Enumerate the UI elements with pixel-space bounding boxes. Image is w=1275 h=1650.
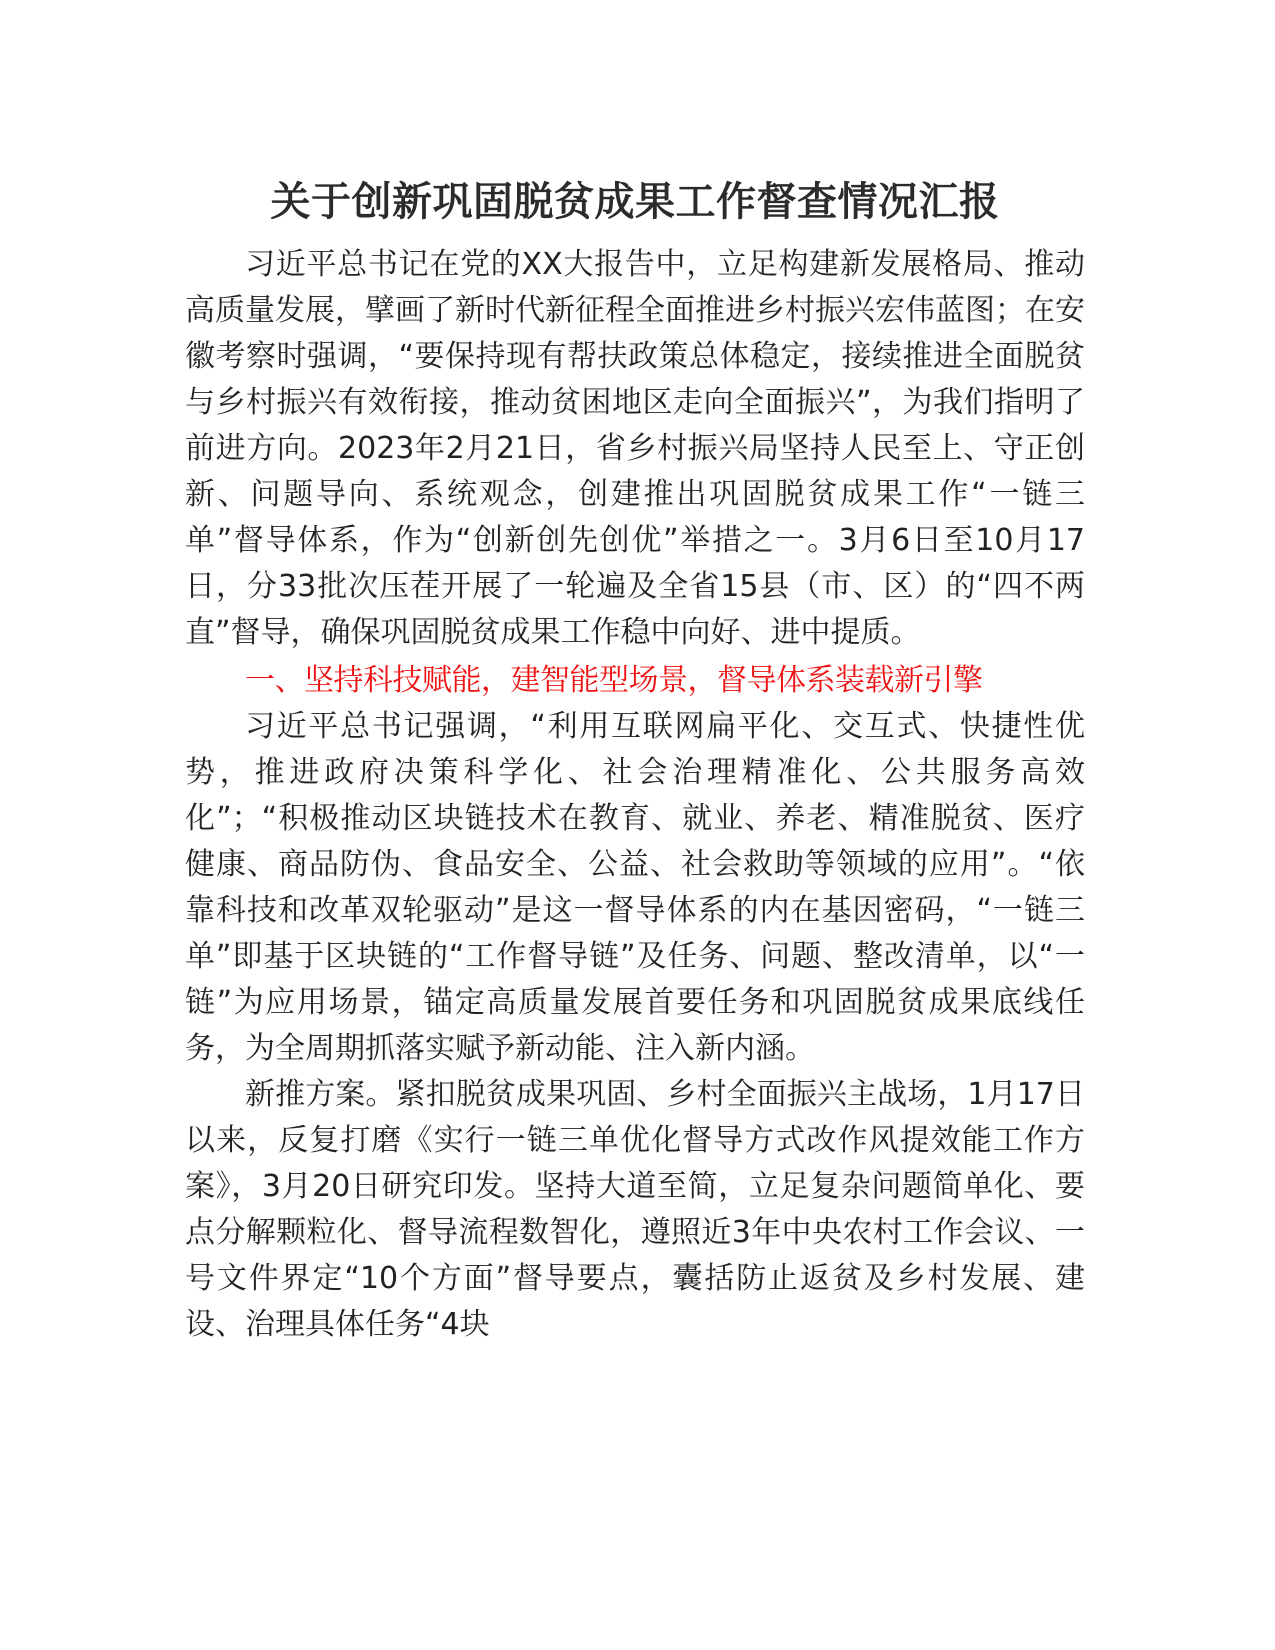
paragraph-intro: 习近平总书记在党的XX大报告中，立足构建新发展格局、推动高质量发展，擘画了新时代新征程全面推进乡村振兴宏伟蓝图；在安徽考察时强调，“要保持现有帮扶政策总体稳定，接续推进全面脱贫与乡村振兴有效衔接，推动贫困地区走向全面振兴”，为我们指明了前进方向。2023年2月21日，省乡村振兴局坚持人民至上、守正创新、问题导向、系统观念，创建推出巩固脱贫成果工作“一链三单”督导体系，作为“创新创先创优”举措之一。3月6日至10月17日，分33批次压茬开展了一轮遍及全省15县（市、区）的“四不两直”督导，确保巩固脱贫成果工作稳中向好、进中提质。 — [185, 247, 1085, 650]
paragraph-section-1: 习近平总书记强调，“利用互联网扁平化、交互式、快捷性优势，推进政府决策科学化、社会治理精准化、公共服务高效化”；“积极推动区块链技术在教育、就业、养老、精准脱贫、医疗健康、商品防伪、食品安全、公益、社会救助等领域的应用”。“依靠科技和改革双轮驱动”是这一督导体系的内在基因密码，“一链三单”即基于区块链的“工作督导链”及任务、问题、整改清单，以“一链”为应用场景，锚定高质量发展首要任务和巩固脱贫成果底线任务，为全周期抓落实赋予新动能、注入新内涵。 — [185, 709, 1085, 1066]
section-heading-1: 一、坚持科技赋能，建智能型场景，督导体系装载新引擎 — [245, 663, 983, 698]
paragraph-new-plan: 新推方案。紧扣脱贫成果巩固、乡村全面振兴主战场，1月17日以来，反复打磨《实行一链三单优化督导方式改作风提效能工作方案》，3月20日研究印发。坚持大道至简，立足复杂问题简单化、要点分解颗粒化、督导流程数智化，遵照近3年中央农村工作会议、一号文件界定“10个方面”督导要点，囊括防止返贫及乡村发展、建设、治理具体任务“4块 — [185, 1077, 1085, 1342]
document-body — [185, 172, 1085, 1348]
document-title: 关于创新巩固脱贫成果工作督查情况汇报 — [270, 179, 1000, 225]
